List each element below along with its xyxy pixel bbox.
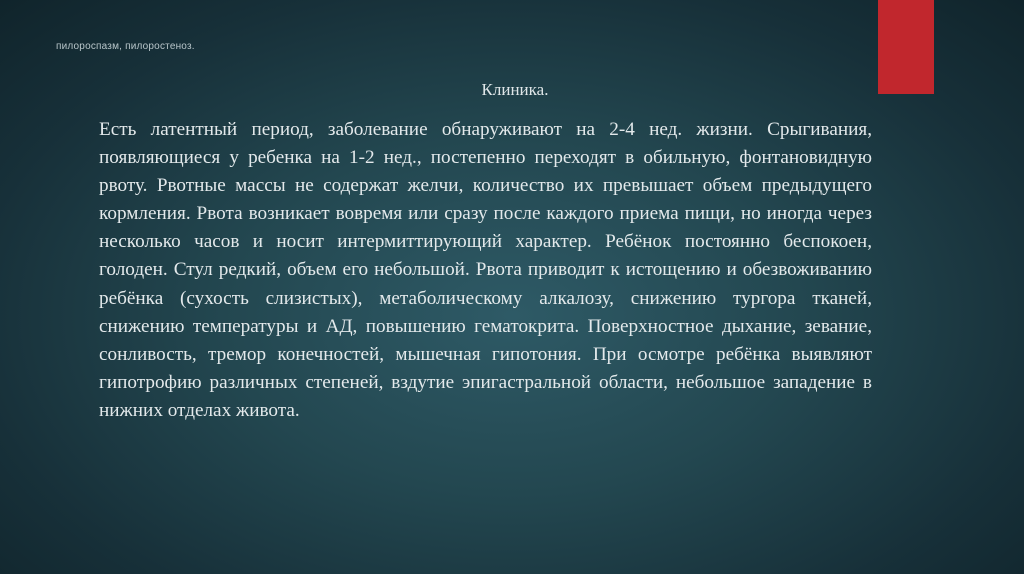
slide-body-text: Есть латентный период, заболевание обнаруживают на 2-4 нед. жизни. Срыгивания, появляющиеся у ребенка на 1-2 нед., постепенно переходят в обильную, фонтановидную рвоту. Рвотные массы не содержат желчи, количество их превышает объем предыдущего кормления. Рвота возникает вовремя или сразу после каждого приема пищи, но иногда через несколько часов и носит интермиттирующий характер. Ребёнок постоянно беспокоен, голоден. Стул редкий, объем его небольшой. Рвота приводит к истощению и обезвоживанию ребёнка (сухость слизистых), метаболическому алкалозу, снижению тургора тканей, снижению температуры и АД, повышению гематокрита. Поверхностное дыхание, зевание, сонливость, тремор конечностей, мышечная гипотония. При осмотре ребёнка выявляют гипотрофию различных степеней, вздутие эпигастральной области, небольшое западение в нижних отделах живота. <box>99 119 872 421</box>
section-heading: Клиника. <box>481 80 549 99</box>
slide-header-title: пилороспазм, пилоростеноз. <box>56 41 195 52</box>
